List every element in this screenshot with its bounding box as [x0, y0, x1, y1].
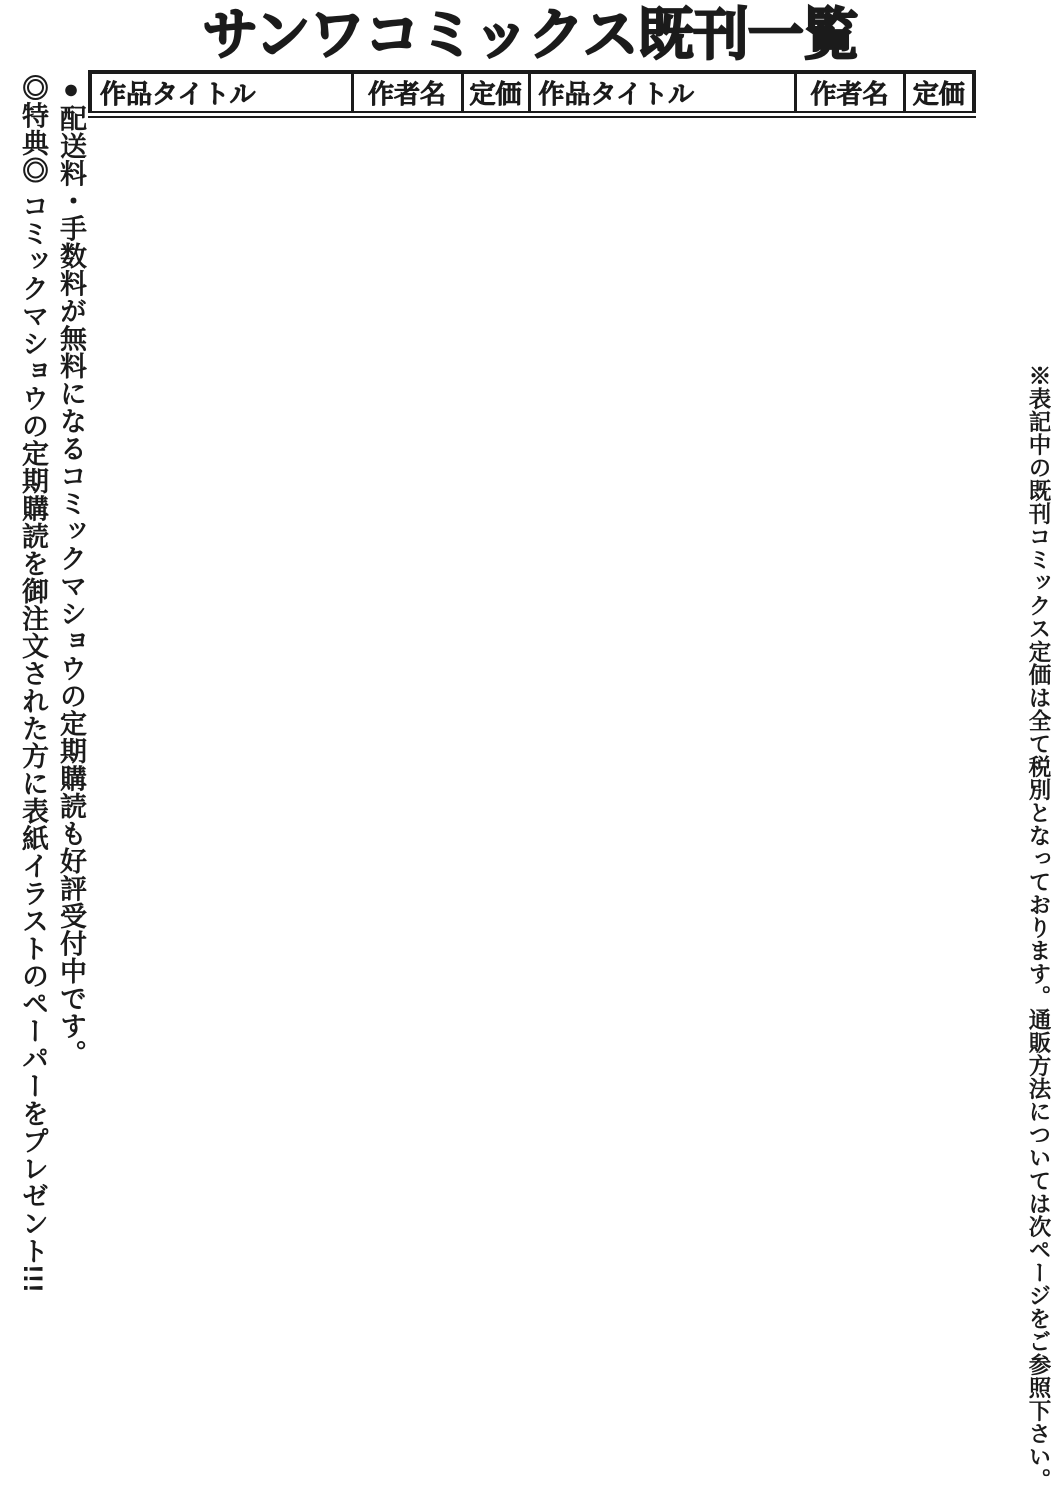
header-title-left: 作品タイトル — [90, 72, 352, 115]
tax-note: ※表記中の既刊コミックス定価は全て税別となっております。通販方法については次ページをご参照下さい。 — [1026, 364, 1051, 1491]
left-notes — [2, 74, 86, 1494]
header-author-left: 作者名 — [352, 72, 462, 115]
header-title-right: 作品タイトル — [529, 72, 795, 115]
bonus-note: ◎特典◎ コミックマショウの定期購読を御注文された方に表紙イラストのペーパーをプレゼント!!! — [17, 74, 48, 1293]
subscription-note: ●配送料・手数料が無料になるコミックマショウの定期購読も好評受付中です。 — [56, 74, 86, 1067]
page-title: サンワコミックス既刊一覧 — [202, 3, 858, 66]
table-header — [90, 72, 974, 115]
header-price-left: 定価 — [462, 72, 529, 115]
header-author-right: 作者名 — [795, 72, 904, 115]
catalog-table — [88, 70, 976, 118]
header-price-right: 定価 — [904, 72, 974, 115]
